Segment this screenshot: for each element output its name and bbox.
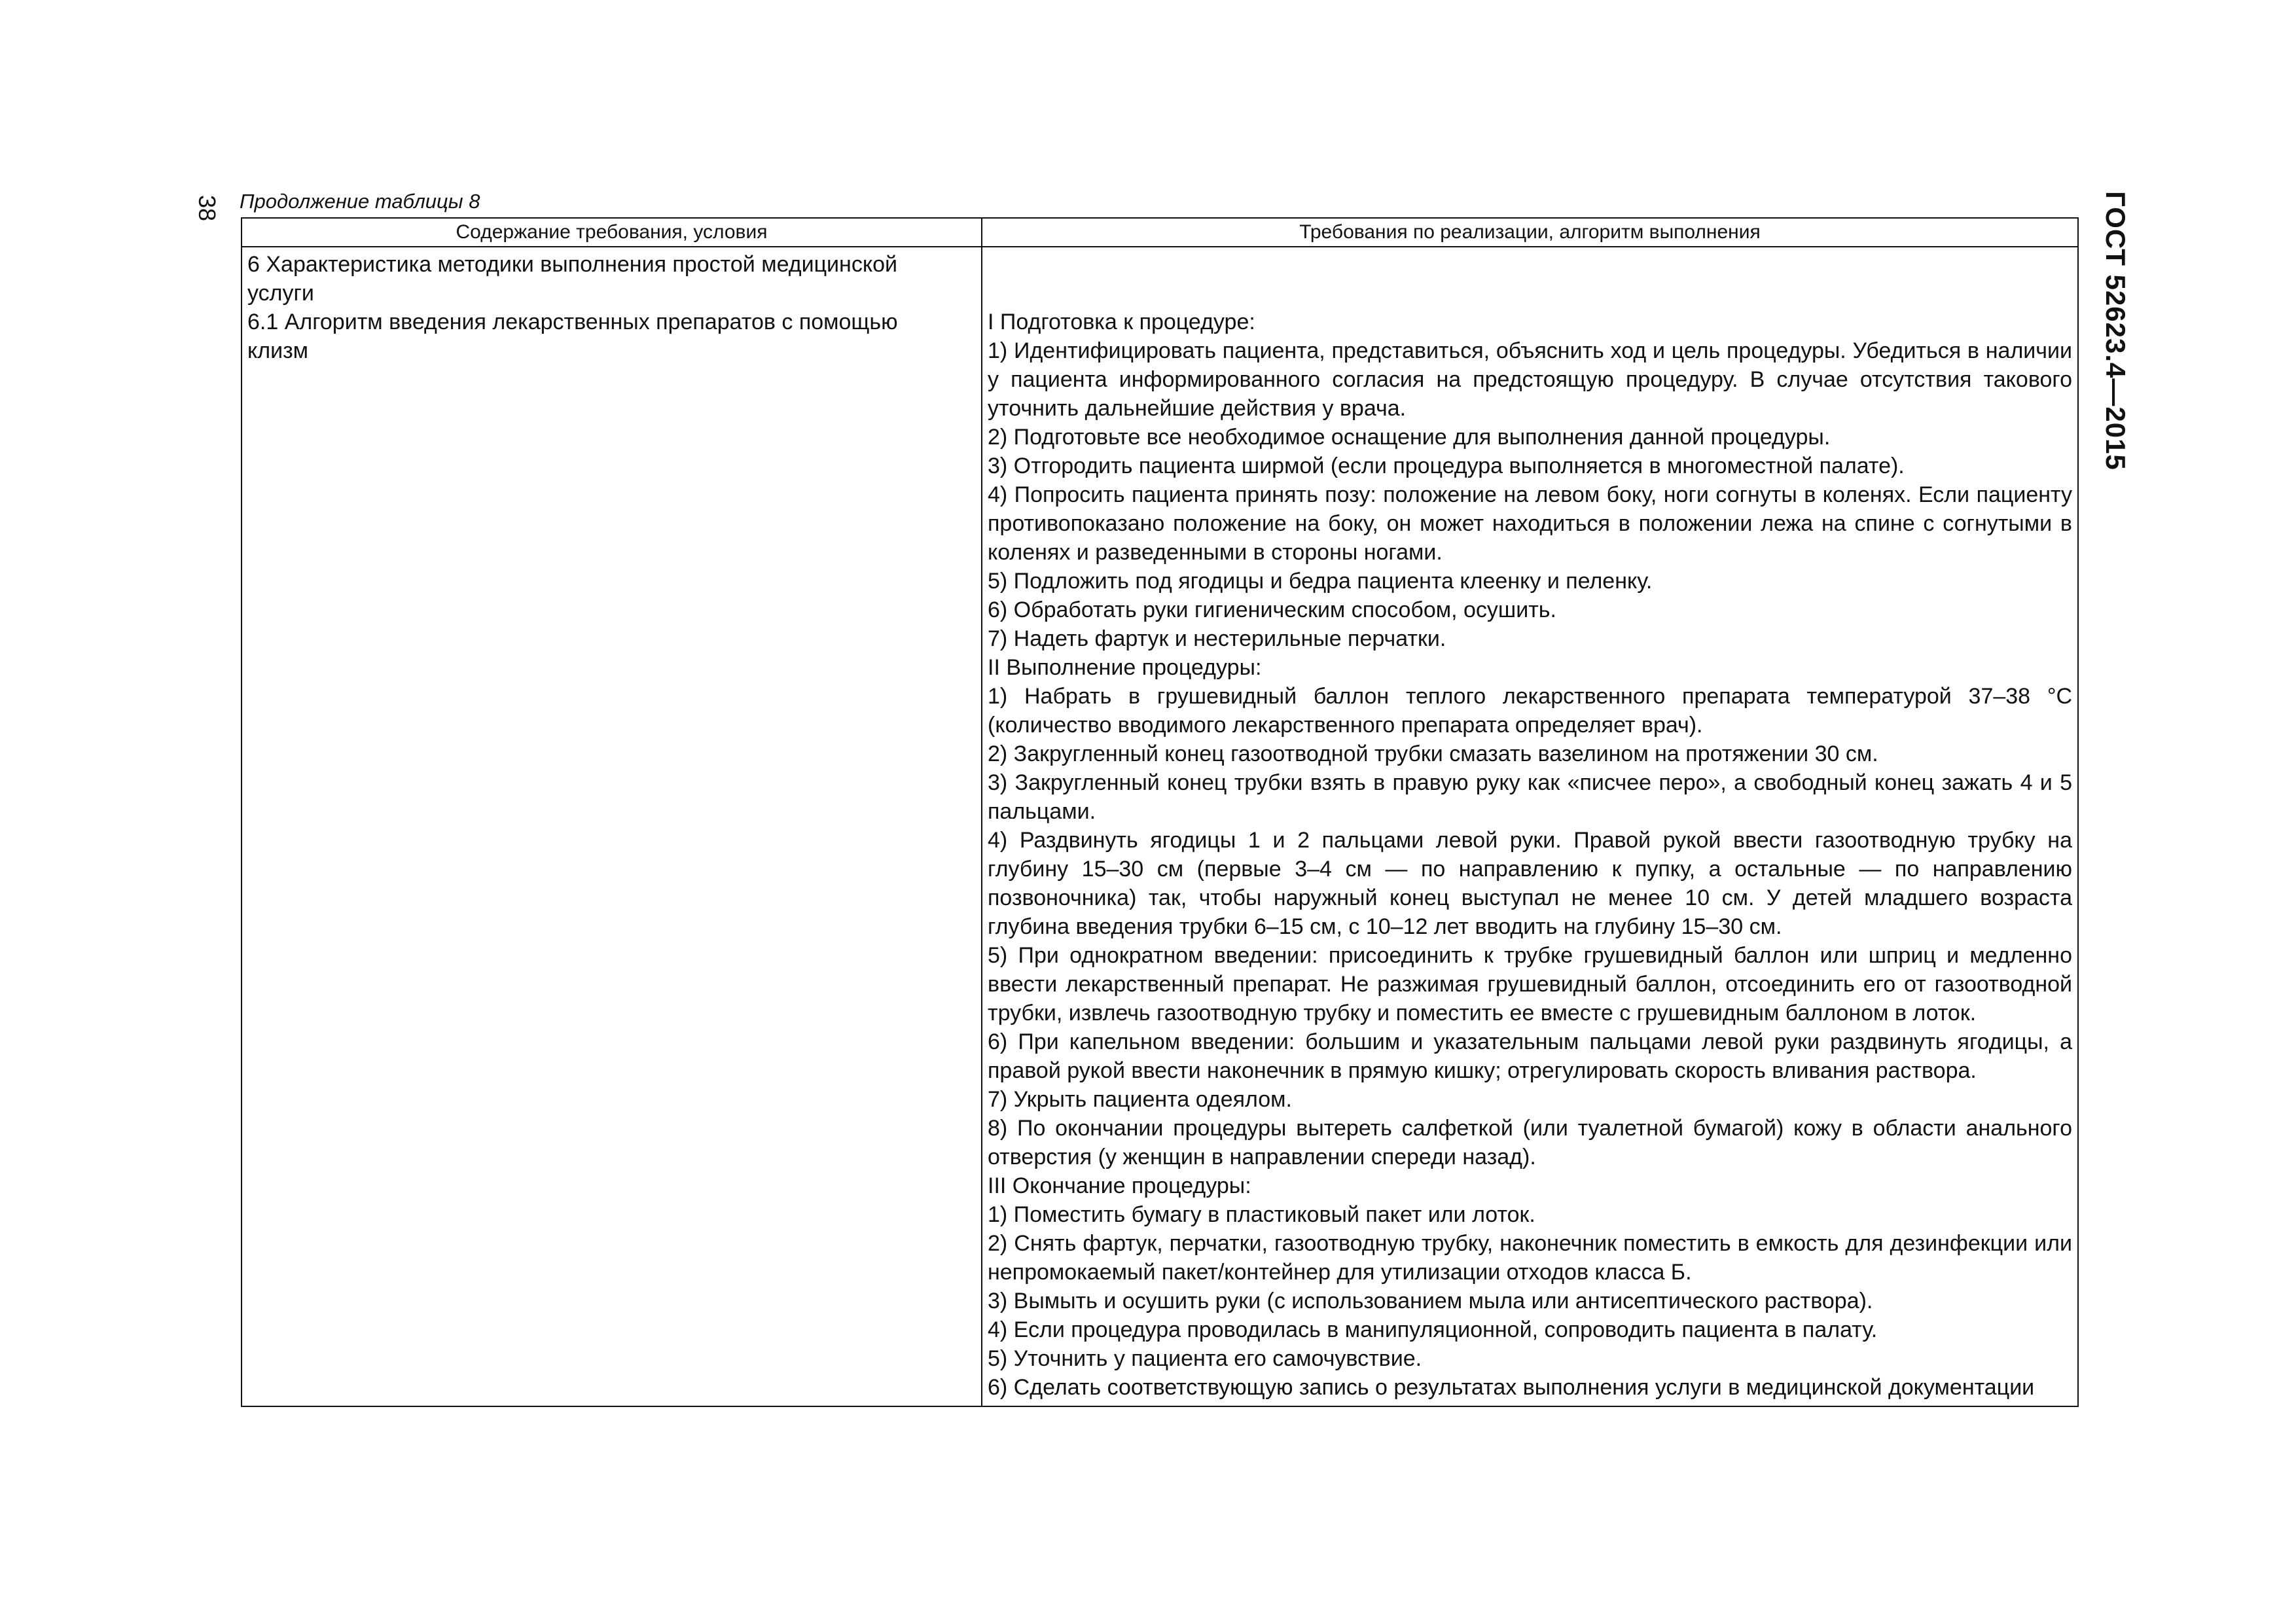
algorithm-step: 2) Подготовьте все необходимое оснащение для выполнения данной процедуры.	[988, 425, 1831, 450]
algorithm-step: 5) Подложить под ягодицы и бедра пациента клеенку и пеленку.	[988, 569, 1653, 594]
table-caption: Продолжение таблицы 8	[240, 190, 480, 213]
table-header-row	[242, 218, 2078, 247]
requirements-table	[241, 217, 2079, 1407]
column-header-algorithm: Требования по реализации, алгоритм выполнения	[982, 218, 2078, 247]
page-number: 38	[194, 194, 221, 222]
algorithm-step: 2) Закругленный конец газоотводной трубки смазать вазелином на протяжении 30 см.	[988, 741, 1878, 766]
document-code-header: ГОСТ 52623.4—2015	[2100, 191, 2131, 471]
algorithm-cell	[982, 247, 2078, 1406]
requirement-line: 6.1 Алгоритм введения лекарственных препаратов с помощью	[247, 310, 898, 334]
section-heading-completion: III Окончание процедуры:	[988, 1173, 1251, 1198]
algorithm-step: 5) При однократном введении: присоединить к трубке грушевидный баллон или шприц и медленно ввести лекарственный препарат. Не разжимая грушевидный баллон, отсоединить его от газоотводной трубки, извлечь газоотводную трубку и поместить ее вместе с грушевидным баллоном в лоток.	[988, 943, 2072, 1026]
table-row	[242, 247, 2078, 1406]
section-heading-preparation: I Подготовка к процедуре:	[988, 310, 1255, 334]
requirement-line: услуги	[247, 281, 314, 306]
algorithm-step: 2) Снять фартук, перчатки, газоотводную трубку, наконечник поместить в емкость для дезинфекции или непромокаемый пакет/контейнер для утилизации отходов класса Б.	[988, 1231, 2072, 1285]
algorithm-step: 1) Набрать в грушевидный баллон теплого лекарственного препарата температурой 37–38 °С (количество вводимого лекарственного препарата определяет врач).	[988, 684, 2072, 738]
algorithm-step: 8) По окончании процедуры вытереть салфеткой (или туалетной бумагой) кожу в области анального отверстия (у женщин в направлении спереди назад).	[988, 1116, 2072, 1169]
requirement-cell	[242, 247, 982, 1406]
algorithm-step: 7) Укрыть пациента одеялом.	[988, 1087, 1292, 1112]
algorithm-step: 6) Обработать руки гигиеническим способом, осушить.	[988, 597, 1556, 622]
column-header-requirement: Содержание требования, условия	[242, 218, 982, 247]
algorithm-step: 4) Раздвинуть ягодицы 1 и 2 пальцами левой руки. Правой рукой ввести газоотводную трубку на глубину 15–30 см (первые 3–4 см — по направлению к пупку, а остальные — по направлению позвоночника) так, чтобы наружный конец выступал не менее 10 см. У детей младшего возраста глубина введения трубки 6–15 см, с 10–12 лет вводить на глубину 15–30 см.	[988, 828, 2072, 939]
algorithm-step: 3) Вымыть и осушить руки (с использованием мыла или антисептического раствора).	[988, 1289, 1873, 1313]
algorithm-step: 4) Если процедура проводилась в манипуляционной, сопроводить пациента в палату.	[988, 1317, 1878, 1342]
algorithm-step: 7) Надеть фартук и нестерильные перчатки.	[988, 626, 1446, 651]
requirement-line: 6 Характеристика методики выполнения простой медицинской	[247, 252, 897, 277]
requirement-line: клизм	[247, 338, 309, 363]
section-heading-execution: II Выполнение процедуры:	[988, 655, 1262, 680]
algorithm-step: 6) Сделать соответствующую запись о результатах выполнения услуги в медицинской документации	[988, 1375, 2035, 1400]
algorithm-step: 3) Отгородить пациента ширмой (если процедура выполняется в многоместной палате).	[988, 454, 1905, 478]
algorithm-step: 5) Уточнить у пациента его самочувствие.	[988, 1346, 1422, 1371]
algorithm-step: 4) Попросить пациента принять позу: положение на левом боку, ноги согнуты в коленях. Если пациенту противопоказано положение на боку, он может находиться в положении лежа на спине с согнутыми в коленях и разведенными в стороны ногами.	[988, 482, 2072, 565]
algorithm-step: 3) Закругленный конец трубки взять в правую руку как «писчее перо», а свободный конец зажать 4 и 5 пальцами.	[988, 770, 2072, 824]
algorithm-step: 6) При капельном введении: большим и указательным пальцами левой руки раздвинуть ягодицы, а правой рукой ввести наконечник в прямую кишку; отрегулировать скорость вливания раствора.	[988, 1029, 2072, 1083]
algorithm-step: 1) Идентифицировать пациента, представиться, объяснить ход и цель процедуры. Убедиться в наличии у пациента информированного согласия на предстоящую процедуру. В случае отсутствия такового уточнить дальнейшие действия у врача.	[988, 338, 2072, 421]
algorithm-step: 1) Поместить бумагу в пластиковый пакет или лоток.	[988, 1202, 1535, 1227]
